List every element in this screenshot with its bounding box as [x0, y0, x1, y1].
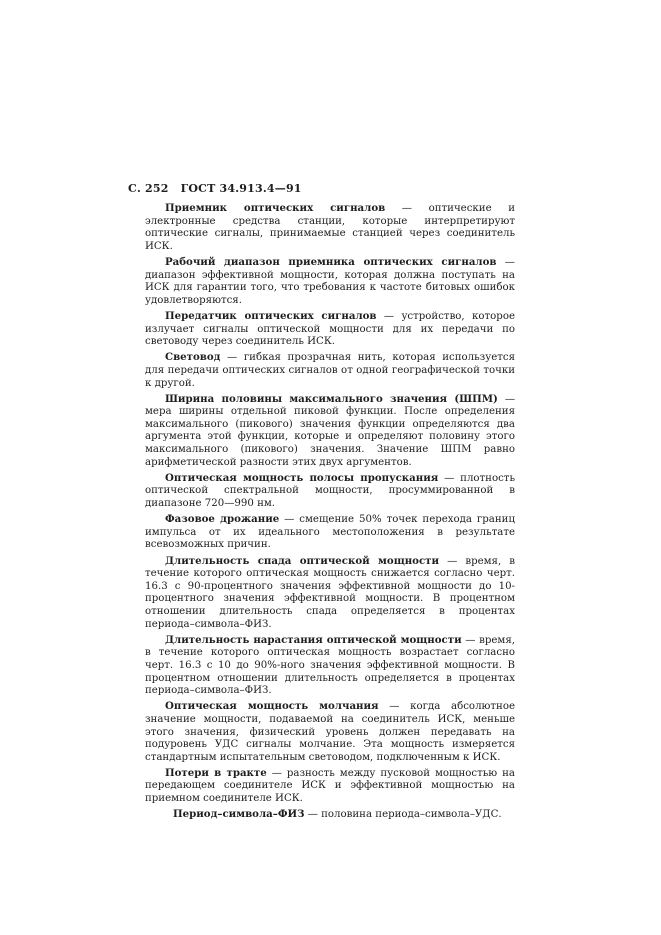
definition-text: — смещение 50% точек перехода границ импульса от их идеального местоположения в результате всевозможных причин. — [145, 514, 515, 551]
definition-term: Длительность нарастания оптической мощности — [165, 633, 462, 646]
definition-paragraph — [145, 808, 515, 822]
page-header — [128, 182, 310, 195]
definition-term: Рабочий диапазон приемника оптических сигналов — [165, 255, 497, 268]
definition-text: — половина периода–символа–УДС. — [304, 809, 502, 821]
definition-paragraph — [145, 310, 515, 349]
definition-text: — оптические и электронные средства станции, которые интерпретируют оптические сигналы, принимаемые станцией через соединитель ИСК. — [145, 203, 515, 252]
definition-term: Оптическая мощность полосы пропускания — [165, 471, 439, 484]
definition-term: Ширина половины максимального значения (ШПМ) — [165, 392, 498, 405]
definition-term: Потери в тракте — [165, 766, 267, 779]
definition-term: Световод — [165, 351, 221, 364]
definition-text: — диапазон эффективной мощности, которая должна поступать на ИСК для гарантии того, что требования к частоте битовых ошибок удовлетворяются. — [145, 256, 515, 306]
definition-text: — мера ширины отдельной пиковой функции. После определения максимального (пикового) значения функции определяются два аргумента этой функции, которые и определяют половину этого максимального (пикового) значения. Значение ШПМ равно арифметической разности этих двух аргументов. — [145, 393, 516, 468]
definition-term: Длительность спада оптической мощности — [165, 554, 440, 567]
standard-code: ГОСТ 34.913.4—91 — [180, 182, 302, 195]
page-number: С. 252 — [128, 182, 169, 195]
definition-paragraph — [145, 202, 515, 253]
definition-paragraph — [145, 351, 515, 390]
definition-text: — плотность оптической спектральной мощности, просуммированной в диапазоне 720—990 нм. — [145, 472, 515, 510]
definition-term: Период–символа–ФИЗ — [173, 808, 305, 821]
definition-paragraph — [145, 393, 515, 470]
definition-paragraph — [145, 767, 515, 806]
definition-paragraph — [145, 513, 515, 552]
definition-term: Передатчик оптических сигналов — [165, 309, 377, 322]
definition-paragraph — [145, 555, 515, 632]
definition-paragraph — [145, 634, 515, 698]
definition-paragraph — [145, 472, 515, 511]
definition-text: — время, в течение которого оптическая мощность возрастает согласно черт. 16.3 с 10 до 90%-ного значения эффективной мощности. В процентном отношении длительность определяется в процентах периода–символа–ФИЗ. — [145, 634, 515, 697]
definition-text: — разность между пусковой мощностью на передающем соединителе ИСК и эффективной мощностью на приемном соединителе ИСК. — [145, 767, 515, 805]
definition-term: Оптическая мощность молчания — [165, 700, 379, 713]
definition-paragraph — [145, 256, 515, 307]
definition-text: — устройство, которое излучает сигналы оптической мощности для их передачи по световоду через соединитель ИСК. — [145, 310, 515, 348]
definition-paragraph — [145, 700, 515, 764]
definition-text: — время, в течение которого оптическая мощность снижается согласно черт. 16.3 с 90-процентного значения эффективной мощности до 10-процентного значения эффективной мощности. В процентном отношении длительность спада определяется в процентах периода–символа–ФИЗ. — [145, 555, 516, 630]
definition-text: — когда абсолютное значение мощности, подаваемой на соединитель ИСК, меньше этого значения, физический уровень должен передавать на подуровень УДС сигналы молчание. Эта мощность измеряется стандартным испытательным световодом, подключенным к ИСК. — [145, 701, 515, 763]
definition-term: Фазовое дрожание — [165, 513, 280, 526]
definition-term: Приемник оптических сигналов — [165, 202, 386, 214]
definition-text: — гибкая прозрачная нить, которая используется для передачи оптических сигналов от одной географической точки к другой. — [145, 352, 515, 389]
document-body — [145, 202, 515, 824]
